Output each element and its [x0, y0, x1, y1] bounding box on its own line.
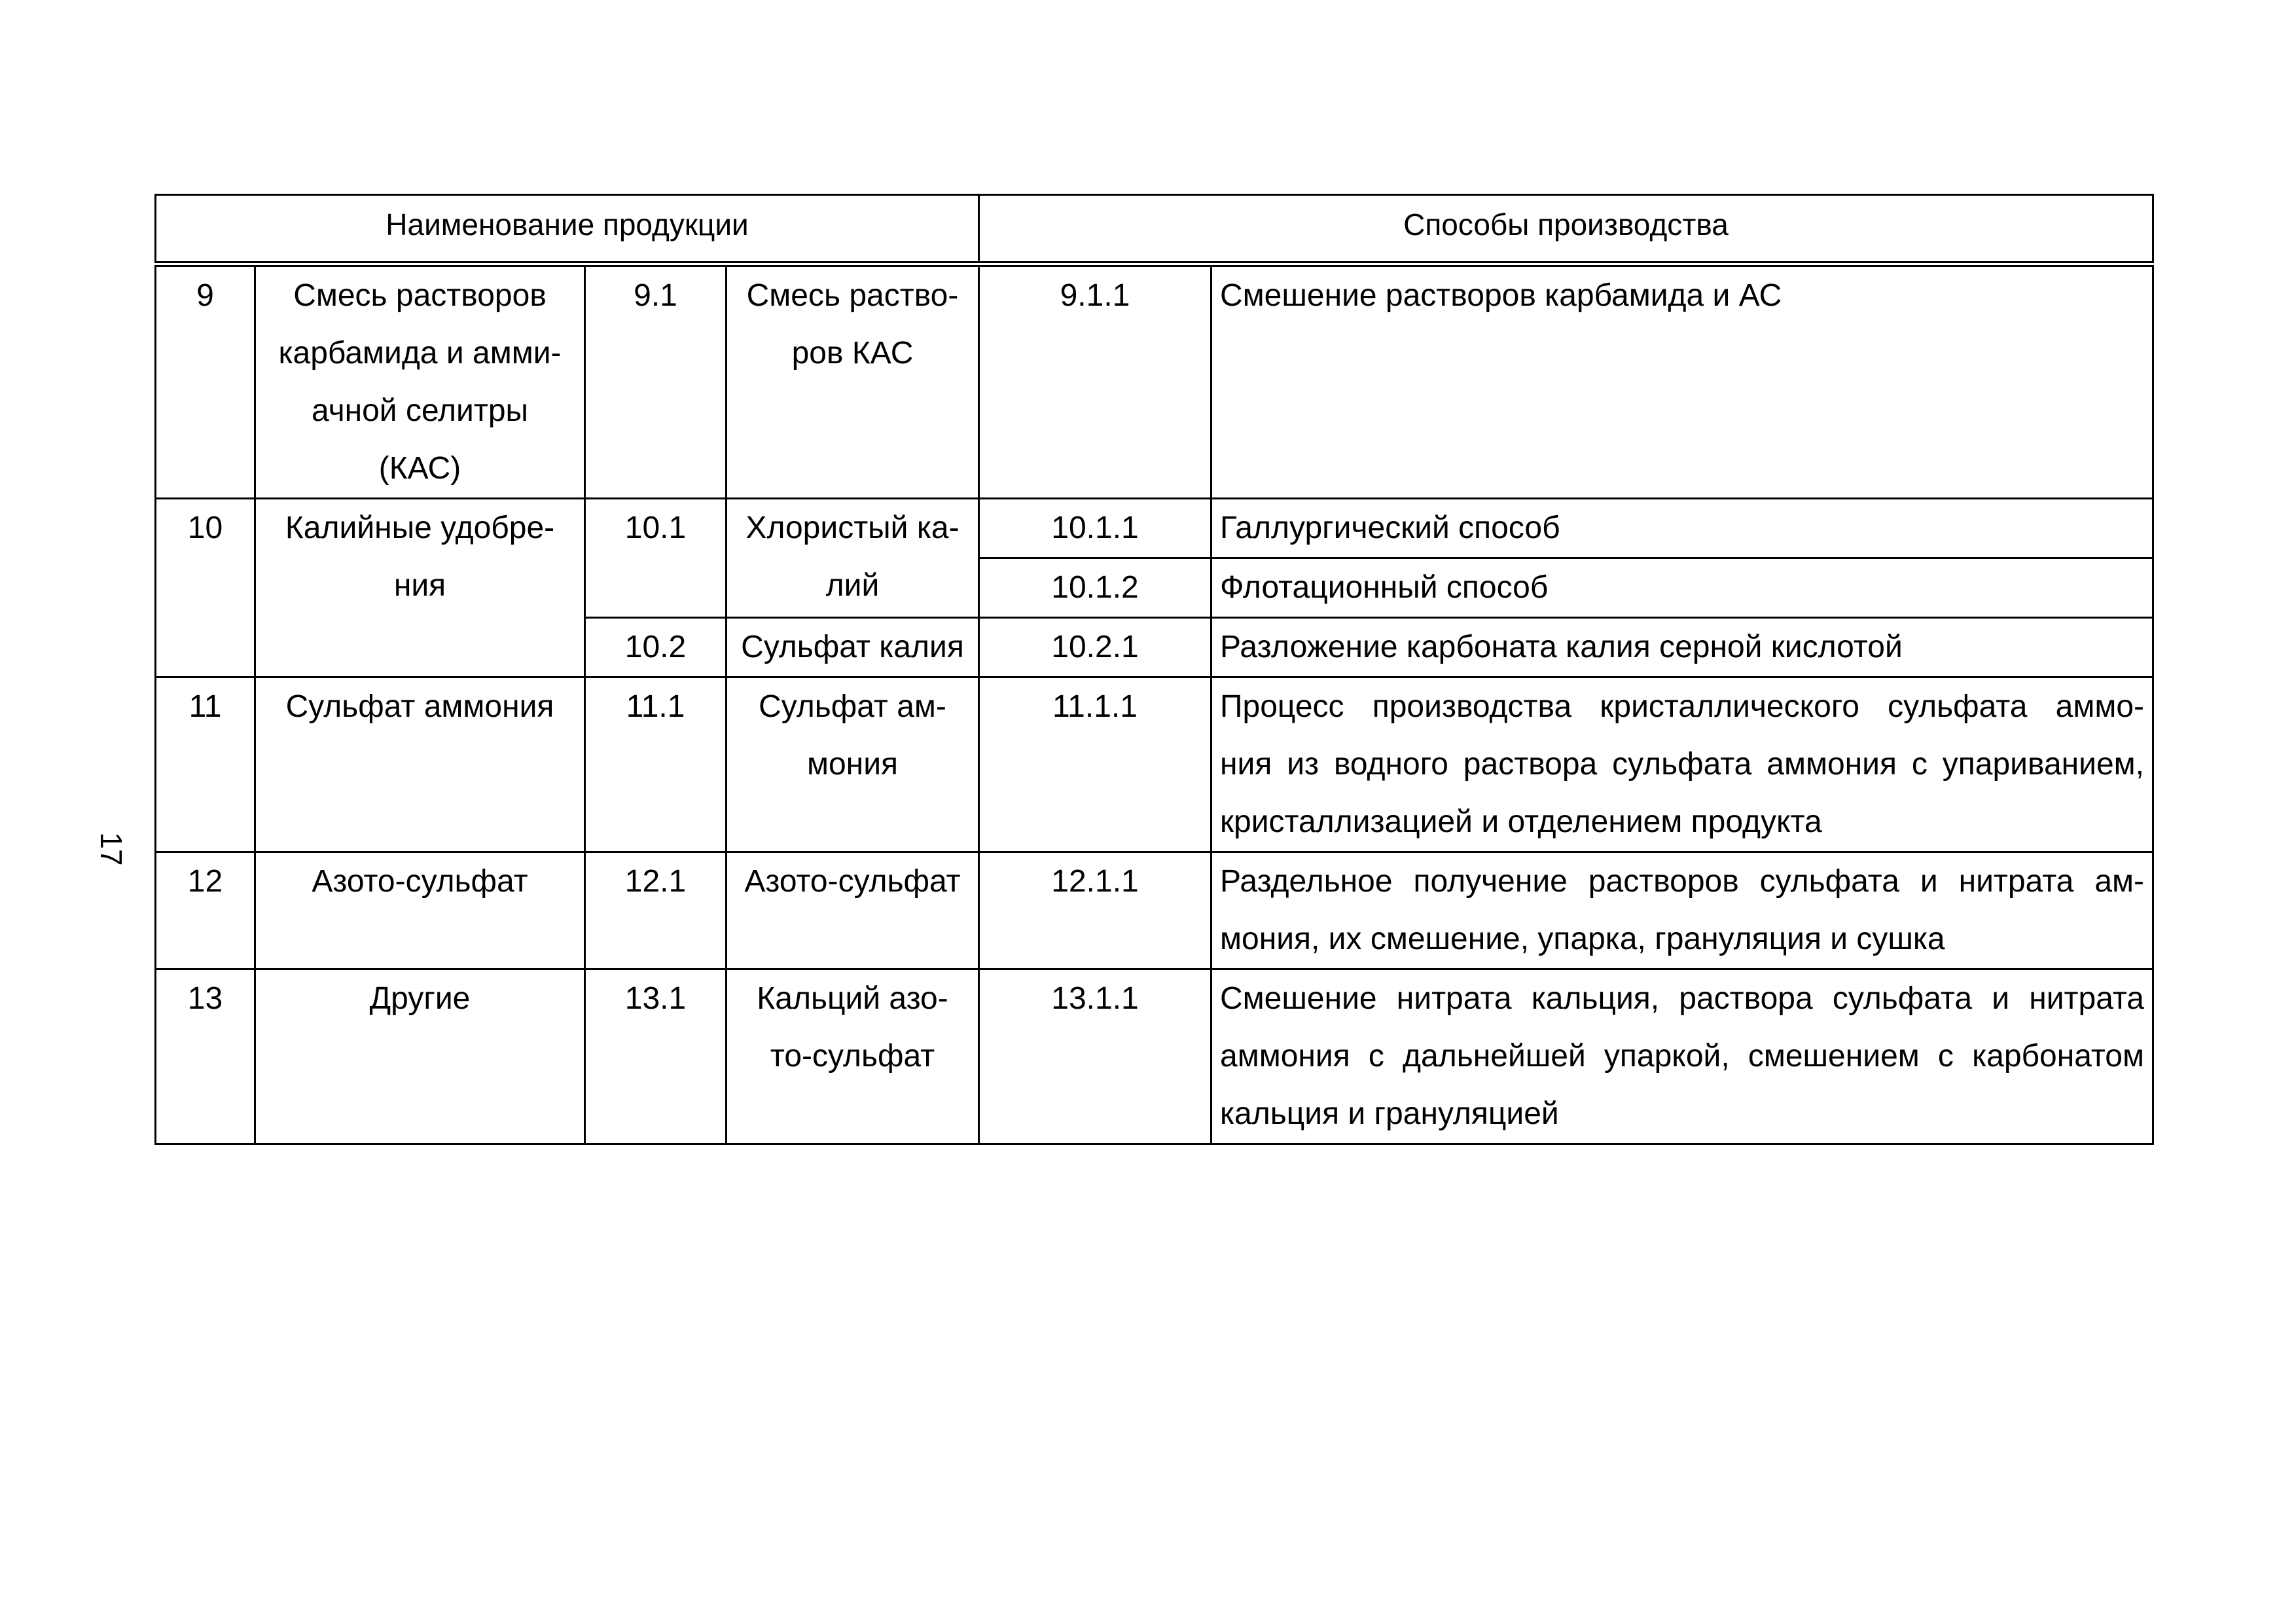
product-number: 10.1: [585, 499, 726, 618]
group-name: Калийные удобре- ния: [255, 499, 585, 677]
product-name: Кальций азо- то-сульфат: [726, 969, 979, 1144]
table-header-row: [156, 195, 2153, 264]
product-name: Азото-сульфат: [726, 852, 979, 969]
group-name: Другие: [255, 969, 585, 1144]
method-code: 10.1.1: [979, 499, 1211, 558]
method-code: 12.1.1: [979, 852, 1211, 969]
product-number: 11.1: [585, 677, 726, 852]
method-code: 11.1.1: [979, 677, 1211, 852]
header-product-name: Наименование продукции: [156, 195, 979, 264]
table-row: [156, 264, 2153, 499]
production-methods-table: [154, 194, 2154, 1145]
table-row: [156, 677, 2153, 852]
method-description: Разложение карбоната калия серной кислотой: [1211, 618, 2153, 677]
method-description: Галлургический способ: [1211, 499, 2153, 558]
group-number: 13: [156, 969, 255, 1144]
group-name: Азото-сульфат: [255, 852, 585, 969]
table-row: [156, 852, 2153, 969]
group-name: Смесь растворов карбамида и амми- ачной селитры (КАС): [255, 264, 585, 499]
method-description: Смешение нитрата кальция, раствора сульфата и нитрата аммония с дальнейшей упаркой, смешением с карбонатом кальция и грануляцией: [1211, 969, 2153, 1144]
method-description: Флотационный способ: [1211, 558, 2153, 618]
method-description: Смешение растворов карбамида и АС: [1211, 264, 2153, 499]
group-number: 11: [156, 677, 255, 852]
method-code: 13.1.1: [979, 969, 1211, 1144]
method-description: Процесс производства кристаллического сульфата аммо- ния из водного раствора сульфата аммония с упариванием, кристаллизацией и отделением продукта: [1211, 677, 2153, 852]
group-number: 9: [156, 264, 255, 499]
product-number: 13.1: [585, 969, 726, 1144]
group-number: 10: [156, 499, 255, 677]
method-code: 10.1.2: [979, 558, 1211, 618]
header-production-methods: Способы производства: [979, 195, 2153, 264]
product-number: 12.1: [585, 852, 726, 969]
product-name: Смесь раство- ров КАС: [726, 264, 979, 499]
table-row: [156, 499, 2153, 558]
method-description: Раздельное получение растворов сульфата и нитрата ам- мония, их смешение, упарка, грануляция и сушка: [1211, 852, 2153, 969]
product-number: 9.1: [585, 264, 726, 499]
product-number: 10.2: [585, 618, 726, 677]
product-name: Сульфат калия: [726, 618, 979, 677]
group-name: Сульфат аммония: [255, 677, 585, 852]
table-row: [156, 969, 2153, 1144]
product-name: Хлористый ка- лий: [726, 499, 979, 618]
group-number: 12: [156, 852, 255, 969]
method-code: 9.1.1: [979, 264, 1211, 499]
page-number: 17: [94, 832, 128, 866]
product-name: Сульфат ам- мония: [726, 677, 979, 852]
method-code: 10.2.1: [979, 618, 1211, 677]
